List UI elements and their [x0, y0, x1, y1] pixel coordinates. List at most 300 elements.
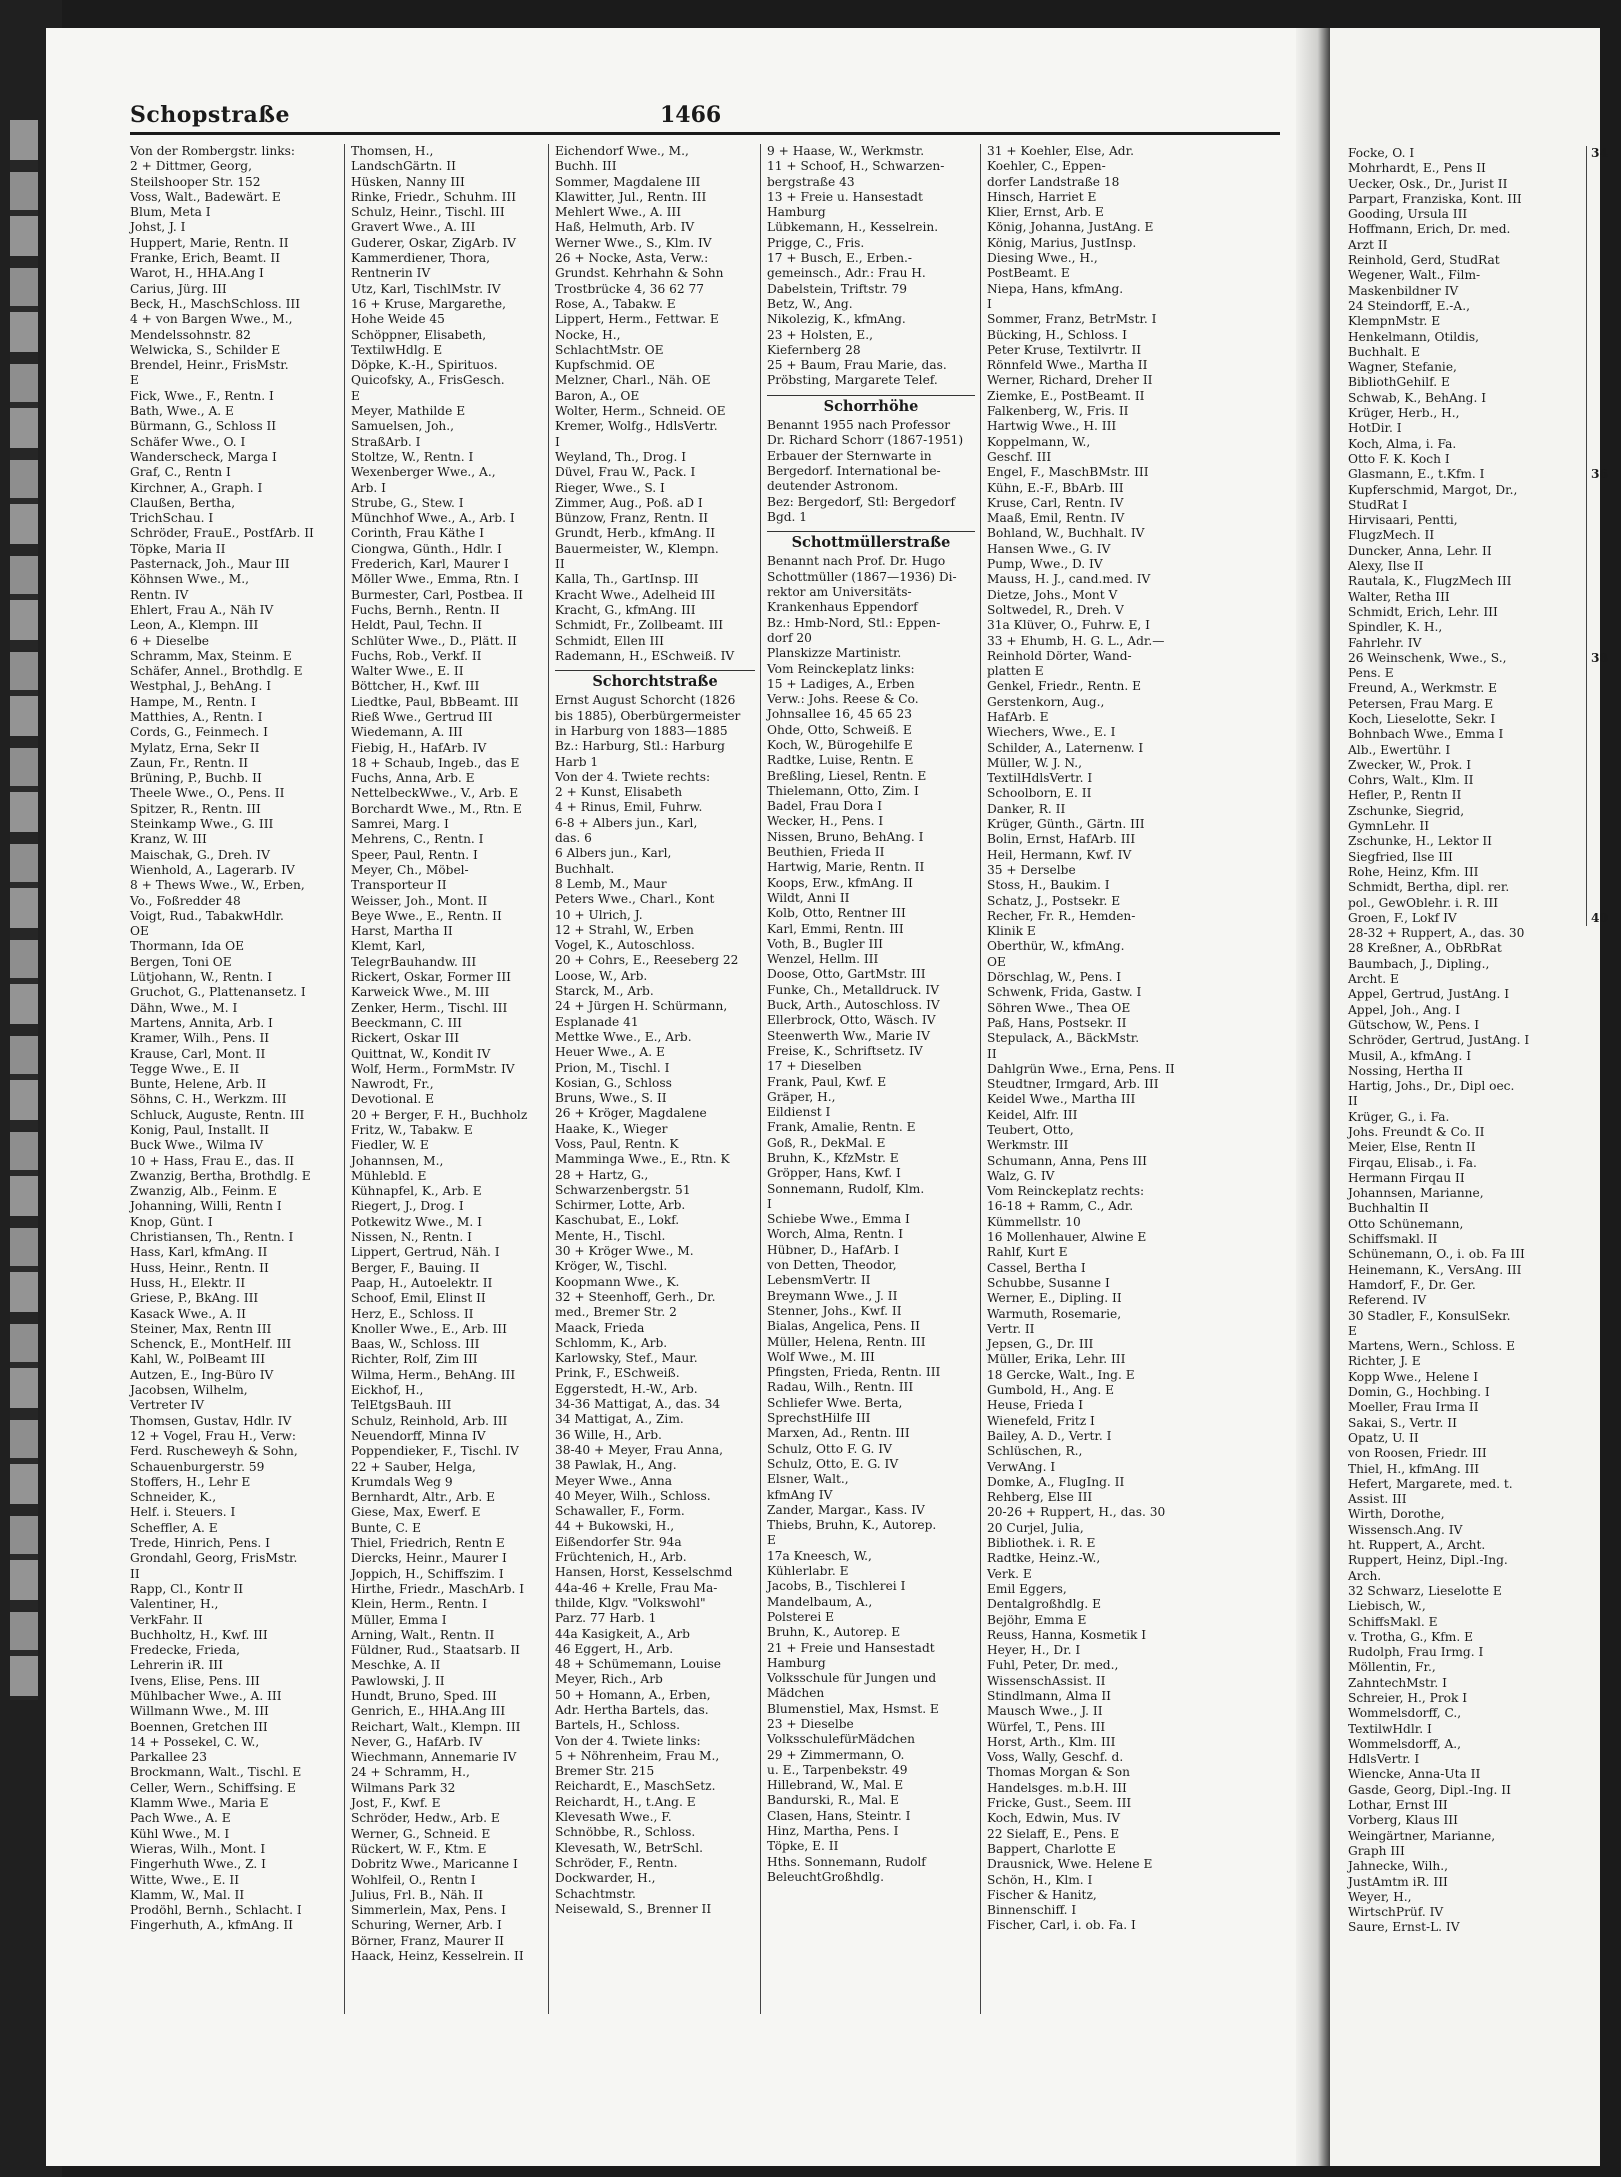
directory-entry: II: [987, 1046, 997, 1061]
directory-entry: Fingerhuth Wwe., Z. I: [130, 1857, 266, 1872]
directory-entry: Emil Eggers,: [987, 1581, 1067, 1596]
next-page-entry: Hamdorf, F., Dr. Ger.: [1348, 1277, 1476, 1292]
next-page-entry: Rohe, Heinz, Kfm. III: [1348, 864, 1479, 879]
directory-entry: Spitzer, R., Rentn. III: [130, 801, 261, 816]
directory-entry: 10 + Ulrich, J.: [555, 907, 643, 922]
directory-entry: Rentn. IV: [130, 587, 189, 602]
directory-entry: Karlowsky, Stef., Maur.: [555, 1351, 698, 1366]
directory-entry: Joppich, H., Schiffszim. I: [351, 1566, 504, 1581]
directory-entry: Autzen, E., Ing-Büro IV: [130, 1367, 274, 1382]
next-page-entry: Weingärtner, Marianne,: [1348, 1828, 1496, 1843]
directory-entry: 36 Wille, H., Arb.: [555, 1427, 662, 1442]
next-page-house-number: [1591, 559, 1621, 574]
directory-entry: Klevesath Wwe., F.: [555, 1810, 672, 1825]
directory-entry: Buck, Arth., Autoschloss. IV: [767, 998, 940, 1013]
next-page-entry: BibliothGehilf. E: [1348, 375, 1450, 390]
next-page-house-number: [1591, 804, 1621, 819]
directory-entry: Harb 1: [555, 754, 599, 769]
directory-entry: Dörschlag, W., Pens. I: [987, 970, 1122, 985]
directory-entry: Julius, Frl. B., Näh. II: [351, 1887, 484, 1902]
directory-entry: Blum, Meta I: [130, 205, 211, 220]
directory-entry: 44a-46 + Krelle, Frau Ma-: [555, 1580, 718, 1595]
directory-entry: Weisser, Joh., Mont. II: [351, 893, 488, 908]
next-page-house-number: [1591, 681, 1621, 696]
directory-entry: Döpke, K.-H., Spirituos.: [351, 358, 498, 373]
directory-entry: Beck, H., MaschSchloss. III: [130, 296, 301, 311]
directory-entry: Neisewald, S., Brenner II: [555, 1901, 712, 1916]
directory-entry: 18 Gercke, Walt., Ing. E: [987, 1367, 1135, 1382]
directory-entry: Bruhn, K., KfzMstr. E: [767, 1151, 899, 1165]
directory-entry: Brendel, Heinr., FrisMstr.: [130, 358, 289, 373]
directory-entry: Hass, Karl, kfmAng. II: [130, 1245, 268, 1260]
directory-entry: Walter Wwe., E. II: [351, 664, 464, 679]
directory-entry: Von der 4. Twiete links:: [555, 1733, 701, 1748]
directory-entry: Schramm, Max, Steinm. E: [130, 648, 292, 663]
directory-entry: Werner Wwe., S., Klm. IV: [555, 235, 712, 250]
directory-entry: Danker, R. II: [987, 801, 1066, 816]
directory-entry: Schumann, Anna, Pens III: [987, 1153, 1147, 1168]
directory-entry: Scheffler, A. E: [130, 1520, 218, 1535]
directory-entry: Köhnsen Wwe., M.,: [130, 572, 250, 587]
directory-entry: Schmidt, Fr., Zollbeamt. III: [555, 618, 724, 633]
directory-entry: 22 Sielaff, E., Pens. E: [987, 1826, 1120, 1841]
street-heading: Schorchtstraße: [555, 670, 755, 689]
directory-entry: Rieger, Wwe., S. I: [555, 480, 665, 495]
next-page-house-number: 34: [1591, 146, 1608, 160]
directory-entry: Bez: Bergedorf, Stl: Bergedorf: [767, 494, 955, 509]
page-gutter: [1296, 28, 1332, 2166]
next-page-entry: Moeller, Frau Irma II: [1348, 1400, 1479, 1415]
directory-entry: Kruse, Carl, Rentn. IV: [987, 495, 1124, 510]
next-page-entry: Saure, Ernst-L. IV: [1348, 1920, 1460, 1935]
directory-entry: 34-36 Mattigat, A., das. 34: [555, 1397, 721, 1412]
directory-entry: WissenschAssist. II: [987, 1673, 1106, 1688]
directory-entry: 31a Klüver, O., Fuhrw. E, I: [987, 618, 1150, 633]
directory-entry: Quicofsky, A., FrisGesch.: [351, 373, 505, 388]
directory-entry: das. 6: [555, 831, 592, 846]
next-page-entry: Alb., Ewertühr. I: [1348, 742, 1451, 757]
directory-entry: Koehler, C., Eppen-: [987, 159, 1106, 174]
directory-entry: Rieß Wwe., Gertrud III: [351, 709, 493, 724]
directory-entry: Polsterei E: [767, 1609, 835, 1624]
directory-entry: Schöppner, Elisabeth,: [351, 327, 487, 342]
directory-entry: von Detten, Theodor,: [767, 1258, 897, 1273]
directory-entry: Bibliothek. i. R. E: [987, 1536, 1096, 1551]
directory-entry: Sonnemann, Rudolf, Klm.: [767, 1181, 925, 1196]
directory-entry: Grundt, Herb., kfmAng. II: [555, 526, 716, 541]
directory-entry: 9 + Haase, W., Werkmstr.: [767, 144, 925, 158]
directory-entry: Kiefernberg 28: [767, 342, 861, 357]
next-page-house-number: 38: [1591, 650, 1608, 665]
directory-entry: StraßArb. I: [351, 434, 421, 449]
directory-entry: Rönnfeld Wwe., Martha II: [987, 358, 1148, 373]
directory-entry: kfmAng IV: [767, 1487, 833, 1502]
directory-entry: Maaß, Emil, Rentn. IV: [987, 511, 1125, 526]
next-page-entry: Otto Schünemann,: [1348, 1216, 1464, 1231]
directory-entry: Haake, K., Wieger: [555, 1121, 668, 1136]
directory-entry: Keidel, Alfr. III: [987, 1107, 1078, 1122]
directory-entry: Bernhardt, Altr., Arb. E: [351, 1490, 496, 1505]
directory-entry: Fricke, Gust., Seem. III: [987, 1796, 1132, 1811]
next-page-entry: Appel, Gertrud, JustAng. I: [1348, 987, 1510, 1002]
directory-entry: Trostbrücke 4, 36 62 77: [555, 281, 704, 296]
next-page-house-number: [1591, 253, 1621, 268]
directory-entry: Grundst. Kehrhahn & Sohn: [555, 266, 724, 281]
directory-entry: Domke, A., FlugIng. II: [987, 1474, 1125, 1489]
directory-entry: Johst, J. I: [130, 220, 186, 235]
directory-entry: Warot, H., HHA.Ang I: [130, 266, 264, 281]
directory-entry: Pfingsten, Frieda, Rentn. III: [767, 1365, 941, 1380]
next-page-entry: Nossing, Hertha II: [1348, 1063, 1463, 1078]
directory-entry: Hansen, Horst, Kesselschmd: [555, 1565, 733, 1580]
page-number: 1466: [660, 102, 722, 128]
next-page-house-number: [1591, 850, 1621, 865]
next-page-house-number: 40: [1591, 910, 1608, 925]
next-page-house-number: [1591, 865, 1621, 880]
directory-entry: Griese, P., BkAng. III: [130, 1291, 259, 1306]
directory-entry: Berger, F., Bauing. II: [351, 1260, 480, 1275]
directory-entry: 2 + Dittmer, Georg,: [130, 159, 252, 174]
directory-entry: Herz, E., Schloss. II: [351, 1306, 474, 1321]
directory-entry: Matthies, A., Rentn. I: [130, 709, 263, 724]
directory-entry: Verw.: Johs. Reese & Co.: [767, 692, 919, 707]
next-page-entry: Richter, J. E: [1348, 1354, 1421, 1369]
directory-entry: König, Johanna, JustAng. E: [987, 220, 1154, 235]
directory-entry: Bunte, Helene, Arb. II: [130, 1077, 267, 1092]
directory-entry: Hamburg: [767, 1655, 826, 1670]
directory-entry: Breßling, Liesel, Rentn. E: [767, 768, 927, 783]
directory-entry: Bgd. 1: [767, 509, 808, 524]
directory-entry: Dähn, Wwe., M. I: [130, 1000, 238, 1015]
next-page-house-number: [1591, 819, 1621, 834]
directory-entry: 33 + Ehumb, H. G. L., Adr.—: [987, 633, 1165, 648]
directory-entry: Schilder, A., Laternenw. I: [987, 740, 1144, 755]
next-page-house-number: [1591, 636, 1621, 651]
directory-entry: Schwarzenbergstr. 51: [555, 1182, 691, 1197]
directory-entry: Liedtke, Paul, BbBeamt. III: [351, 694, 519, 709]
directory-entry: Boennen, Gretchen III: [130, 1719, 268, 1734]
directory-entry: Freise, K., Schriftsetz. IV: [767, 1043, 923, 1058]
next-page-entry: Wegener, Walt., Film-: [1348, 268, 1481, 283]
next-page-house-number: [1591, 727, 1621, 742]
next-page-entry: Zschunke, H., Lektor II: [1348, 834, 1492, 849]
directory-entry: Arning, Walt., Rentn. II: [351, 1627, 495, 1642]
directory-entry: 25 + Baum, Frau Marie, das.: [767, 358, 947, 373]
directory-entry: Oberthür, W., kfmAng.: [987, 939, 1125, 954]
next-page-entry: Hirvisaari, Pentti,: [1348, 513, 1458, 528]
directory-entry: Schirmer, Lotte, Arb.: [555, 1198, 686, 1213]
directory-entry: Kümmellstr. 10: [987, 1214, 1081, 1229]
directory-entry: Wolter, Herm., Schneid. OE: [555, 404, 726, 419]
directory-entry: Falkenberg, W., Fris. II: [987, 404, 1129, 419]
directory-entry: Baron, A., OE: [555, 388, 640, 403]
directory-entry: Voss, Paul, Rentn. K: [555, 1137, 679, 1151]
next-page-house-number: [1591, 406, 1621, 421]
directory-entry: Bremer Str. 215: [555, 1764, 655, 1779]
directory-entry: II: [130, 1566, 140, 1581]
directory-entry: Mente, H., Tischl.: [555, 1228, 666, 1243]
directory-entry: Knoller Wwe., E., Arb. III: [351, 1321, 507, 1336]
directory-entry: Reichardt, H., t.Ang. E: [555, 1794, 696, 1809]
directory-entry: Krüger, Günth., Gärtn. III: [987, 817, 1145, 832]
directory-entry: Klevesath, W., BetrSchl.: [555, 1840, 704, 1855]
directory-entry: 23 + Holsten, E.,: [767, 327, 873, 342]
directory-entry: Schachtmstr.: [555, 1886, 636, 1901]
directory-entry: Mühlebld. E: [351, 1168, 427, 1183]
directory-entry: Schäfer, Annel., Brothdlg. E: [130, 664, 303, 679]
next-page-house-number: [1591, 697, 1621, 712]
next-page-entry: HotDir. I: [1348, 421, 1402, 436]
directory-entry: 11 + Schoof, H., Schwarzen-: [767, 159, 945, 174]
directory-entry: Bz.: Hmb-Nord, Stl.: Eppen-: [767, 615, 941, 630]
directory-entry: Richter, Rolf, Zim III: [351, 1352, 478, 1367]
directory-entry: Kupfschmid. OE: [555, 358, 655, 373]
directory-entry: Nissen, Bruno, BehAng. I: [767, 829, 924, 844]
directory-entry: Kasack Wwe., A. II: [130, 1306, 246, 1321]
directory-entry: Lehrerin iR. III: [130, 1658, 223, 1673]
next-page-entry: Alexy, Ilse II: [1348, 559, 1424, 574]
directory-entry: Rückert, W. F., Ktm. E: [351, 1841, 487, 1856]
next-page-house-number: [1591, 896, 1621, 911]
directory-entry: 20 + Berger, F. H., Buchholz: [351, 1107, 528, 1122]
next-page-entry: HdlsVertr. I: [1348, 1752, 1420, 1767]
directory-entry: Eggerstedt, H.-W., Arb.: [555, 1381, 698, 1396]
next-page-edge: [1330, 28, 1608, 2166]
directory-entry: Buchh. III: [555, 159, 617, 174]
directory-entry: Claußen, Bertha,: [130, 495, 236, 510]
directory-entry: Franke, Erich, Beamt. II: [130, 251, 281, 266]
directory-entry: Krankenhaus Eppendorf: [767, 600, 918, 615]
next-page-entry: Freund, A., Werkmstr. E: [1348, 681, 1497, 696]
directory-entry: Kröger, W., Tischl.: [555, 1259, 668, 1274]
directory-entry: TelEtgsBauh. III: [351, 1398, 452, 1413]
next-page-house-number: [1591, 880, 1621, 895]
directory-entry: Karl, Emmi, Rentn. III: [767, 921, 904, 936]
next-page-entry: Johs. Freundt & Co. II: [1348, 1125, 1485, 1139]
directory-entry: Lippert, Herm., Fettwar. E: [555, 312, 719, 327]
directory-entry: Schoof, Emil, Elinst II: [351, 1291, 486, 1306]
directory-entry: Meyer, Mathilde E: [351, 404, 466, 419]
directory-entry: 18 + Schaub, Ingeb., das E: [351, 755, 520, 770]
directory-entry: TelegrBauhandw. III: [351, 954, 477, 969]
directory-entry: Zaun, Fr., Rentn. II: [130, 755, 249, 770]
directory-entry: Valentiner, H.,: [130, 1597, 219, 1612]
next-page-house-number: [1591, 788, 1621, 803]
directory-entry: Grondahl, Georg, FrisMstr.: [130, 1551, 298, 1566]
directory-entry: Kalla, Th., GartInsp. III: [555, 572, 699, 587]
directory-entry: Müller, Erika, Lehr. III: [987, 1352, 1126, 1367]
next-page-house-number: [1591, 834, 1621, 849]
directory-entry: Thormann, Ida OE: [130, 939, 245, 954]
directory-entry: Witte, Wwe., E. II: [130, 1872, 240, 1887]
directory-entry: Pach Wwe., A. E: [130, 1811, 231, 1826]
next-page-entry: Jahnecke, Wilh.,: [1348, 1859, 1448, 1874]
directory-entry: Eickhof, H.,: [351, 1383, 424, 1398]
directory-entry: Müller, Helena, Rentn. III: [767, 1334, 926, 1349]
directory-entry: Dabelstein, Triftstr. 79: [767, 281, 907, 296]
directory-entry: Bruhn, K., Autorep. E: [767, 1625, 901, 1640]
directory-entry: Quittnat, W., Kondit IV: [351, 1046, 491, 1061]
directory-entry: Hansen Wwe., G. IV: [987, 541, 1111, 556]
directory-entry: Rickert, Oskar III: [351, 1031, 460, 1046]
directory-entry: Gruchot, G., Plattenansetz. I: [130, 985, 306, 1000]
directory-entry: Kahl, W., PolBeamt III: [130, 1352, 266, 1367]
directory-entry: Wenzel, Hellm. III: [767, 952, 879, 967]
directory-entry: Schauenburgerstr. 59: [130, 1459, 265, 1474]
directory-entry: 14 + Possekel, C. W.,: [130, 1734, 260, 1749]
directory-entry: 38-40 + Meyer, Frau Anna,: [555, 1442, 724, 1457]
directory-entry: Willmann Wwe., M. III: [130, 1704, 269, 1719]
directory-entry: VolksschulefürMädchen: [767, 1732, 915, 1747]
directory-entry: Werner, E., Dipling. II: [987, 1291, 1122, 1306]
directory-entry: Wilmans Park 32: [351, 1780, 456, 1795]
next-page-house-number: [1591, 421, 1621, 436]
directory-entry: Kremer, Wolfg., HdlsVertr.: [555, 419, 718, 434]
next-page-entry: FlugzMech. II: [1348, 528, 1435, 543]
directory-entry: 6 + Dieselbe: [130, 633, 209, 648]
directory-entry: Paß, Hans, Postsekr. II: [987, 1015, 1127, 1030]
column-2: [344, 144, 549, 2014]
directory-entry: Fiebig, H., HafArb. IV: [351, 740, 487, 755]
directory-entry: Starck, M., Arb.: [555, 984, 654, 999]
directory-entry: Engel, F., MaschBMstr. III: [987, 465, 1149, 480]
directory-entry: Theele Wwe., O., Pens. II: [130, 786, 285, 801]
next-page-entry: StudRat I: [1348, 497, 1408, 512]
directory-entry: Ziemke, E., PostBeamt. II: [987, 388, 1145, 403]
directory-entry: 16-18 + Ramm, C., Adr.: [987, 1199, 1134, 1214]
directory-entry: Ferd. Ruscheweyh & Sohn,: [130, 1444, 298, 1459]
directory-entry: Gröpper, Hans, Kwf. I: [767, 1166, 901, 1181]
next-page-entry: 28-32 + Ruppert, A., das. 30: [1348, 926, 1525, 941]
directory-entry: VerwAng. I: [987, 1459, 1056, 1474]
directory-entry: Baas, W., Schloss. III: [351, 1337, 480, 1352]
directory-entry: Mühlbacher Wwe., A. III: [130, 1688, 282, 1703]
directory-entry: Reinhold Dörter, Wand-: [987, 648, 1132, 663]
directory-entry: Nissen, N., Rentn. I: [351, 1230, 472, 1245]
directory-entry: Wolf Wwe., M. III: [767, 1349, 875, 1364]
directory-entry: Hamburg: [767, 205, 826, 220]
next-page-entry: Appel, Joh., Ang. I: [1348, 1002, 1460, 1017]
directory-entry: Bürmann, G., Schloss II: [130, 419, 277, 434]
directory-entry: Prion, M., Tischl. I: [555, 1060, 670, 1075]
directory-entry: 24 + Schramm, H.,: [351, 1765, 470, 1780]
directory-entry: Samrei, Marg. I: [351, 817, 449, 832]
directory-entry: Elsner, Walt.,: [767, 1472, 849, 1487]
next-page-entry: Koch, Alma, i. Fa.: [1348, 436, 1457, 451]
directory-entry: SchlachtMstr. OE: [555, 342, 664, 357]
directory-entry: Stepulack, A., BäckMstr.: [987, 1031, 1140, 1046]
directory-entry: Stenner, Johs., Kwf. II: [767, 1303, 902, 1318]
directory-entry: Maischak, G., Dreh. IV: [130, 847, 270, 862]
next-page-entry: Graph III: [1348, 1843, 1405, 1858]
directory-entry: Wieras, Wilh., Mont. I: [130, 1841, 266, 1856]
directory-entry: 15 + Ladiges, A., Erben: [767, 676, 915, 691]
directory-entry: Lübkemann, H., Kesselrein.: [767, 220, 939, 235]
directory-entry: 34 Mattigat, A., Zim.: [555, 1412, 684, 1427]
directory-entry: Rentnerin IV: [351, 266, 431, 281]
directory-entry: Bohland, W., Buchhalt. IV: [987, 526, 1145, 541]
next-page-house-number: [1591, 712, 1621, 727]
next-page-entry: Vorberg, Klaus III: [1348, 1813, 1458, 1828]
directory-entry: Gumbold, H., Ang. E: [987, 1383, 1115, 1398]
directory-entry: Fuhl, Peter, Dr. med.,: [987, 1658, 1119, 1673]
directory-entry: Huss, H., Elektr. II: [130, 1275, 246, 1290]
next-page-entry: Henkelmann, Otildis,: [1348, 329, 1479, 344]
next-page-entry: 28 Kreßner, A., ObRbRat: [1348, 941, 1502, 956]
directory-entry: Schuring, Werner, Arb. I: [351, 1918, 502, 1933]
directory-entry: Schröder, FrauE., PostfArb. II: [130, 526, 314, 541]
directory-entry: Hohe Weide 45: [351, 312, 445, 327]
directory-entry: Wexenberger Wwe., A.,: [351, 465, 496, 480]
directory-entry: Kosian, G., Schloss: [555, 1075, 672, 1090]
directory-entry: Pawlowski, J. II: [351, 1673, 445, 1688]
directory-entry: Hths. Sonnemann, Rudolf: [767, 1854, 926, 1869]
directory-entry: Celler, Wern., Schiffsing. E: [130, 1780, 296, 1795]
next-page-entry: Rautala, K., FlugzMech III: [1348, 574, 1512, 589]
next-page-house-number: [1591, 513, 1621, 528]
directory-entry: Töpke, E. II: [767, 1839, 839, 1854]
next-page-entry: Hefert, Margarete, med. t.: [1348, 1476, 1513, 1491]
directory-entry: 8 Lemb, M., Maur: [555, 876, 667, 891]
next-page-entry: 30 Stadler, F., KonsulSekr.: [1348, 1308, 1511, 1323]
directory-entry: Schnöbbe, R., Schloss.: [555, 1825, 696, 1840]
directory-entry: Zwanzig, Alb., Feinm. E: [130, 1184, 277, 1199]
directory-entry: Klamm, W., Mal. II: [130, 1887, 245, 1902]
directory-entry: Erbauer der Sternwarte in: [767, 448, 932, 463]
directory-entry: Frank, Paul, Kwf. E: [767, 1074, 887, 1089]
directory-entry: Hillebrand, W., Mal. E: [767, 1778, 904, 1793]
directory-entry: Schulz, Otto F. G. IV: [767, 1441, 892, 1456]
directory-entry: Graf, C., Rentn I: [130, 465, 231, 480]
directory-entry: Bappert, Charlotte E: [987, 1841, 1116, 1856]
next-page-entry: Hartig, Johs., Dr., Dipl oec.: [1348, 1079, 1515, 1094]
directory-entry: Kracht, G., kfmAng. III: [555, 602, 696, 617]
next-page-entry: Focke, O. I: [1348, 146, 1415, 160]
directory-entry: Schäfer Wwe., O. I: [130, 434, 246, 449]
directory-entry: Pasternack, Joh., Maur III: [130, 557, 290, 572]
directory-entry: Binnenschiff. I: [987, 1903, 1077, 1918]
directory-entry: I: [555, 434, 560, 449]
next-page-entry: Sakai, S., Vertr. II: [1348, 1415, 1457, 1430]
next-page-entry: Groen, F., Lokf IV: [1348, 910, 1457, 925]
next-page-entry: Wommelsdorff, C.,: [1348, 1706, 1462, 1721]
directory-entry: Werkmstr. III: [987, 1138, 1069, 1153]
directory-entry: 26 + Kröger, Magdalene: [555, 1106, 707, 1121]
directory-entry: Frederich, Karl, Maurer I: [351, 557, 509, 572]
directory-entry: Klemt, Karl,: [351, 939, 426, 954]
directory-entry: Dentalgroßhdlg. E: [987, 1597, 1101, 1612]
directory-entry: Schröder, Hedw., Arb. E: [351, 1811, 500, 1826]
directory-entry: Töpke, Maria II: [130, 541, 226, 556]
next-page-entry: SchiffsMakl. E: [1348, 1614, 1438, 1629]
next-page-entry: 26 Weinschenk, Wwe., S.,: [1348, 650, 1507, 665]
directory-entry: Reichart, Walt., Klempn. III: [351, 1719, 521, 1734]
next-page-house-number: [1591, 360, 1621, 375]
directory-entry: Fick, Wwe., F., Rentn. I: [130, 388, 274, 403]
directory-entry: BeleuchtGroßhdlg.: [767, 1869, 884, 1884]
directory-entry: Koops, Erw., kfmAng. II: [767, 875, 913, 890]
directory-entry: Söhren Wwe., Thea OE: [987, 1000, 1131, 1015]
directory-entry: Fuchs, Anna, Arb. E: [351, 771, 475, 786]
directory-entry: Schottmüller (1867—1936) Di-: [767, 569, 957, 584]
directory-entry: I: [767, 1196, 772, 1211]
directory-entry: Börner, Franz, Maurer II: [351, 1933, 504, 1948]
directory-entry: Hinz, Martha, Pens. I: [767, 1824, 899, 1839]
directory-entry: med., Bremer Str. 2: [555, 1305, 677, 1320]
directory-entry: bis 1885), Oberbürgermeister: [555, 708, 741, 723]
next-page-entry: Otto F. K. Koch I: [1348, 451, 1450, 466]
next-page-entry: Referend. IV: [1348, 1293, 1427, 1308]
